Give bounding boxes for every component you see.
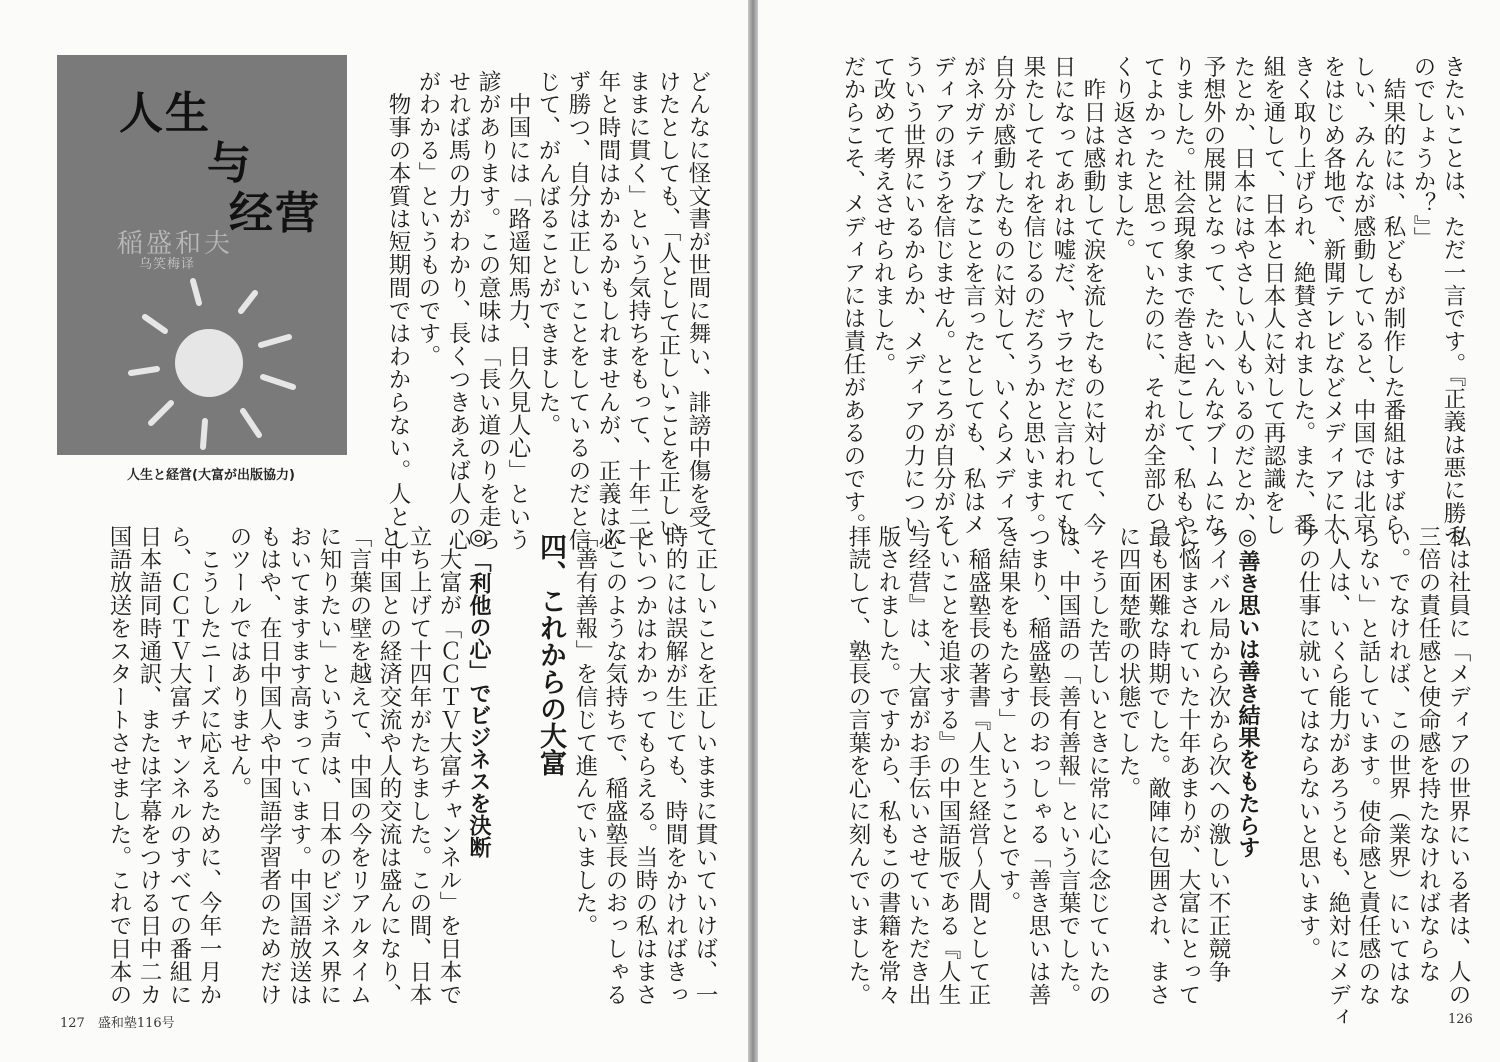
- text-column: をはじめ各地で、新聞テレビなどメディアに大: [1320, 55, 1346, 536]
- text-column: てよかったと思っていたのに、それが全部ひっ: [1140, 55, 1166, 536]
- text-column: 予想外の展開となって、たいへんなブームにな: [1200, 55, 1226, 536]
- text-column: がネガティブなことを言ったとしても、私はメ: [960, 55, 986, 536]
- text-column: 三倍の責任感と使命感を持たなければならな: [1415, 525, 1441, 983]
- text-column: 果たしてそれを信じるのだろうかと思います。: [1020, 55, 1046, 536]
- text-column: けたとしても、「人として正しいことを正しい: [655, 70, 681, 540]
- cover-translator: 乌笑梅译: [139, 257, 196, 272]
- text-column: 稲盛塾長の著書『人生と経営～人間として正: [965, 525, 991, 1006]
- cover-author: 稲盛和夫: [117, 229, 234, 259]
- page-number-left: 127 盛和塾116号: [60, 1016, 175, 1031]
- text-column: きたいことは、ただ一言です。『正義は悪に勝つ: [1440, 55, 1466, 548]
- cover-title-line2: 与: [207, 138, 253, 189]
- left-page: [0, 0, 748, 1062]
- text-column: がわかる」というものです。: [415, 70, 441, 368]
- text-column: たとか、日本にはやさしい人もいるのだとか、: [1230, 55, 1256, 536]
- text-column: 国語放送をスタートさせました。これで日本の: [106, 525, 132, 1006]
- right-top-text: [813, 55, 1468, 559]
- text-column: 年と時間はかかるかもしれませんが、正義は必: [595, 70, 621, 551]
- text-column: 日本語同時通訳、または字幕をつける日中二カ: [136, 525, 162, 1006]
- text-column: て改めて考えさせられました。: [870, 55, 896, 376]
- text-column: ままに貫く」という気持ちをもって、十年二十: [625, 70, 651, 551]
- text-column: 「言葉の壁を越えて、中国の今をリアルタイム: [346, 525, 372, 1006]
- text-column: らない」と話しています。使命感と責任感のな: [1355, 525, 1381, 1006]
- text-column: にこのような気持ちで、稲盛塾長のおっしゃる: [602, 525, 628, 1006]
- text-column: もはや、在日中国人や中国語学習者のためだけ: [256, 525, 282, 1006]
- text-column: 時的には誤解が生じても、時間をかければきっ: [662, 525, 688, 1006]
- subheading: ◎「利他の心」でビジネスを決断: [466, 525, 491, 858]
- text-column: 昨日は感動して涙を流したものに対して、今: [1080, 55, 1106, 536]
- text-column: つまり、稲盛塾長のおっしゃる「善き思いは善: [1025, 525, 1051, 1006]
- text-column: に知りたい」という声は、日本のビジネス界に: [316, 525, 342, 1006]
- text-column: 諺があります。この意味は「長い道のりを走ら: [475, 70, 501, 551]
- text-column: い人は、いくら能力があろうとも、絶対にメディ: [1325, 525, 1351, 1029]
- text-column: せれば馬の力がわかり、長くつきあえば人の心: [445, 70, 471, 551]
- left-top-text: [358, 70, 713, 551]
- text-column: 私は社員に「メディアの世界にいる者は、人の: [1445, 525, 1471, 1006]
- text-column: くり返されました。: [1110, 55, 1136, 262]
- text-column: アの仕事に就いてはならないと思います。: [1295, 525, 1321, 961]
- text-column: 与经营』は、大富がお手伝いさせていただき出: [905, 525, 931, 1006]
- text-column: 日になってあれは嘘だ、ヤラセだと言われても、: [1050, 55, 1076, 559]
- text-column: 自分が感動したものに対して、いくらメディア: [990, 55, 1016, 536]
- text-column: じて、がんばることができました。: [535, 70, 561, 437]
- cover-caption: 人生と経営(大富が出版協力): [127, 468, 295, 483]
- text-column: 拝読して、塾長の言葉を心に刻んでいました。: [845, 525, 871, 1006]
- text-column: ライバル局から次から次への激しい不正競争: [1205, 525, 1231, 983]
- book-cover-image: [57, 55, 347, 455]
- text-column: き結果をもたらす」ということです。: [995, 525, 1021, 915]
- text-column: ず勝つ、自分は正しいことをしているのだと信: [565, 70, 591, 551]
- text-column: そうした苦しいときに常に心に念じていたの: [1085, 525, 1111, 1006]
- text-column: 中国には「路遥知馬力、日久見人心」という: [505, 70, 531, 551]
- book-gutter: [748, 0, 758, 1062]
- subheading: ◎善き思いは善き結果をもたらす: [1235, 525, 1260, 858]
- text-column: て正しいことを正しいままに貫いていけば、一: [692, 525, 718, 1006]
- cover-title-line1: 人生: [119, 88, 211, 139]
- text-column: 組を通して、日本と日本人に対して再認識をし: [1260, 55, 1286, 536]
- text-column: 「善有善報」を信じて進んでいました。: [572, 525, 598, 938]
- sun-illustration: [57, 55, 347, 455]
- text-column: ら、ＣＣＴＶ大富チャンネルのすべての番組に: [166, 525, 192, 1006]
- text-column: のツールではありません。: [226, 525, 252, 800]
- text-column: しい、みんなが感動していると、中国では北京: [1350, 55, 1376, 536]
- text-column: と中国との経済交流や人的交流は盛んになり、: [376, 525, 402, 1006]
- text-column: だからこそ、メディアには責任があるのです。: [840, 55, 866, 536]
- text-column: は、中国語の「善有善報」という言葉でした。: [1055, 525, 1081, 1006]
- text-column: 版されました。ですから、私もこの書籍を常々: [875, 525, 901, 1006]
- text-column: 大富が「ＣＣＴＶ大富チャンネル」を日本で: [436, 525, 462, 1006]
- right-page: [758, 0, 1500, 1062]
- cover-title-line3: 经营: [229, 188, 321, 239]
- text-column: に四面楚歌の状態でした。: [1115, 525, 1141, 800]
- text-column: 物事の本質は短期間ではわからない。人とし: [385, 70, 411, 551]
- text-column: ういう世界にいるからか、メディアの力につい: [900, 55, 926, 536]
- section-heading: 四、これからの大富: [535, 533, 566, 776]
- text-column: 立ち上げて十四年がたちました。この間、日本: [406, 525, 432, 1006]
- text-column: ディアのほうを信じません。ところが自分がそ: [930, 55, 956, 536]
- text-column: い。でなければ、この世界（業界）にいてはな: [1385, 525, 1411, 1006]
- text-column: りました。社会現象まで巻き起こして、私もやっ: [1170, 55, 1196, 559]
- text-column: おいてますます高まっています。中国語放送は: [286, 525, 312, 1006]
- text-column: 結果的には、私どもが制作した番組はすばら: [1380, 55, 1406, 536]
- left-bottom-text: [52, 525, 720, 1006]
- sun-circle: [175, 329, 243, 397]
- text-column: きく取り上げられ、絶賛されました。また、番: [1290, 55, 1316, 536]
- page-number-right: 126: [1448, 1012, 1473, 1027]
- text-column: 最も困難な時期でした。敵陣に包囲され、まさ: [1145, 525, 1171, 1006]
- text-column: といつかはわかってもらえる。当時の私はまさ: [632, 525, 658, 1006]
- text-column: しいことを追求する』の中国語版である『人生: [935, 525, 961, 1006]
- text-column: に悩まされていた十年あまりが、大富にとって: [1175, 525, 1201, 1006]
- text-column: こうしたニーズに応えるために、今年一月か: [196, 525, 222, 1006]
- text-column: どんなに怪文書が世間に舞い、誹謗中傷を受: [685, 70, 711, 528]
- text-column: のでしょうか？』」: [1410, 55, 1436, 250]
